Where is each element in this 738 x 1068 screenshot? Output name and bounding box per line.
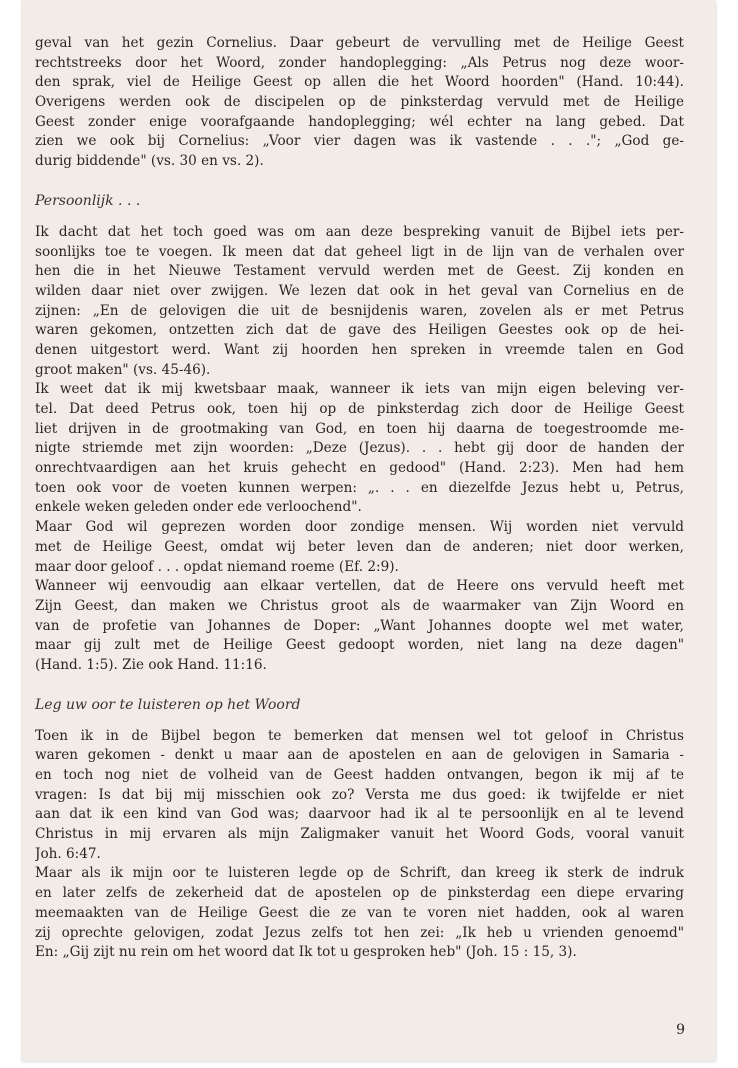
section-heading-persoonlijk: Persoonlijk . . . xyxy=(35,192,141,209)
text-line: Maar God wil geprezen worden door zondige mensen. Wij worden niet vervuld xyxy=(35,519,684,536)
book-page xyxy=(21,0,715,1061)
text-line: toen ook voor de voeten kunnen werpen: „. . . en diezelfde Jezus hebt u, Petrus, xyxy=(35,479,684,496)
page-body xyxy=(35,34,684,963)
text-line: Wanneer wij eenvoudig aan elkaar vertellen, dat de Heere ons vervuld heeft met xyxy=(35,578,684,595)
paragraph-3 xyxy=(35,380,684,518)
text-line: den sprak, viel de Heilige Geest op allen die het Woord hoorden" (Hand. 10:44). xyxy=(35,74,684,91)
text-line: zij oprechte gelovigen, zodat Jezus zelfs tot hen zei: „Ik heb u vrienden genoemd" xyxy=(35,924,684,941)
text-line: waren gekomen, ontzetten zich dat de gave des Heiligen Geestes ook op de hei- xyxy=(35,322,684,339)
text-line: Overigens werden ook de discipelen op de pinksterdag vervuld met de Heilige xyxy=(35,94,684,111)
text-line: met de Heilige Geest, omdat wij beter leven dan de anderen; niet door werken, xyxy=(35,538,684,555)
text-line: soonlijks toe te voegen. Ik meen dat dat geheel ligt in de lijn van de verhalen over xyxy=(35,243,684,260)
text-line: Maar als ik mijn oor te luisteren legde op de Schrift, dan kreeg ik sterk de indruk xyxy=(35,865,684,882)
page-number: 9 xyxy=(676,1022,685,1038)
text-line: enkele weken geleden onder ede verloochend". xyxy=(35,499,362,516)
text-line: onrechtvaardigen aan het kruis gehecht en gedood" (Hand. 2:23). Men had hem xyxy=(35,460,684,477)
paragraph-5 xyxy=(35,577,684,675)
paragraph-7 xyxy=(35,864,684,962)
text-line: geval van het gezin Cornelius. Daar gebeurt de vervulling met de Heilige Geest xyxy=(35,35,684,51)
text-line: (Hand. 1:5). Zie ook Hand. 11:16. xyxy=(35,656,267,673)
text-line: Geest zonder enige voorafgaande handoplegging; wél echter na lang gebed. Dat xyxy=(35,113,684,130)
text-line: Joh. 6:47. xyxy=(35,845,101,862)
text-line: meemaakten van de Heilige Geest die ze van te voren niet hadden, ook al waren xyxy=(35,904,684,921)
section-heading-leg-uw-oor: Leg uw oor te luisteren op het Woord xyxy=(35,696,301,713)
text-line: Toen ik in de Bijbel begon te bemerken dat mensen wel tot geloof in Christus xyxy=(35,727,684,744)
text-line: en later zelfs de zekerheid dat de apostelen op de pinksterdag een diepe ervaring xyxy=(35,885,684,902)
text-line: zijnen: „En de gelovigen die uit de besnijdenis waren, zovelen als er met Petrus xyxy=(35,302,684,319)
text-line: Ik weet dat ik mij kwetsbaar maak, wanneer ik iets van mijn eigen beleving ver- xyxy=(35,381,684,398)
text-line: maar door geloof . . . opdat niemand roeme (Ef. 2:9). xyxy=(35,558,399,575)
text-line: nigte striemde met zijn woorden: „Deze (Jezus). . . hebt gij door de handen der xyxy=(35,440,684,457)
paragraph-2 xyxy=(35,223,684,381)
text-line: waren gekomen - denkt u maar aan de apostelen en aan de gelovigen in Samaria - xyxy=(35,747,684,764)
paragraph-6 xyxy=(35,727,684,865)
text-line: vragen: Is dat bij mij misschien ook zo? Versta me dus goed: ik twijfelde er niet xyxy=(35,786,684,803)
text-line: liet drijven in de grootmaking van God, en toen hij daarna de toegestroomde me- xyxy=(35,420,684,437)
text-line: rechtstreeks door het Woord, zonder handoplegging: „Als Petrus nog deze woor- xyxy=(35,54,684,71)
text-line: zien we ook bij Cornelius: „Voor vier dagen was ik vastende . . ."; „God ge- xyxy=(35,133,684,150)
text-line: maar gij zult met de Heilige Geest gedoopt worden, niet lang na deze dagen" xyxy=(35,637,684,654)
paragraph-4 xyxy=(35,518,684,577)
text-line: durig biddende" (vs. 30 en vs. 2). xyxy=(35,153,264,170)
text-line: Ik dacht dat het toch goed was om aan deze bespreking vanuit de Bijbel iets per- xyxy=(35,223,684,240)
text-line: groot maken" (vs. 45-46). xyxy=(35,361,211,378)
text-line: aan dat ik een kind van God was; daarvoor had ik al te persoonlijk en al te levend xyxy=(35,806,684,823)
text-line: wilden daar niet over zwijgen. We lezen dat ook in het geval van Cornelius en de xyxy=(35,282,684,299)
text-line: denen uitgestort werd. Want zij hoorden hen spreken in vreemde talen en God xyxy=(35,341,684,358)
text-line: hen die in het Nieuwe Testament vervuld werden met de Geest. Zij konden en xyxy=(35,263,684,280)
text-line: en toch nog niet de volheid van de Geest hadden ontvangen, begon ik mij af te xyxy=(35,767,684,783)
text-line: Zijn Geest, dan maken we Christus groot als de waarmaker van Zijn Woord en xyxy=(35,597,684,614)
text-line: En: „Gij zijt nu rein om het woord dat Ik tot u gesproken heb" (Joh. 15 : 15, 3). xyxy=(35,944,577,961)
text-line: van de profetie van Johannes de Doper: „Want Johannes doopte wel met water, xyxy=(35,617,684,634)
text-line: tel. Dat deed Petrus ook, toen hij op de pinksterdag zich door de Heilige Geest xyxy=(35,401,684,417)
text-line: Christus in mij ervaren als mijn Zaligmaker vanuit het Woord Gods, vooral vanuit xyxy=(35,826,684,843)
paragraph-1 xyxy=(35,34,684,172)
